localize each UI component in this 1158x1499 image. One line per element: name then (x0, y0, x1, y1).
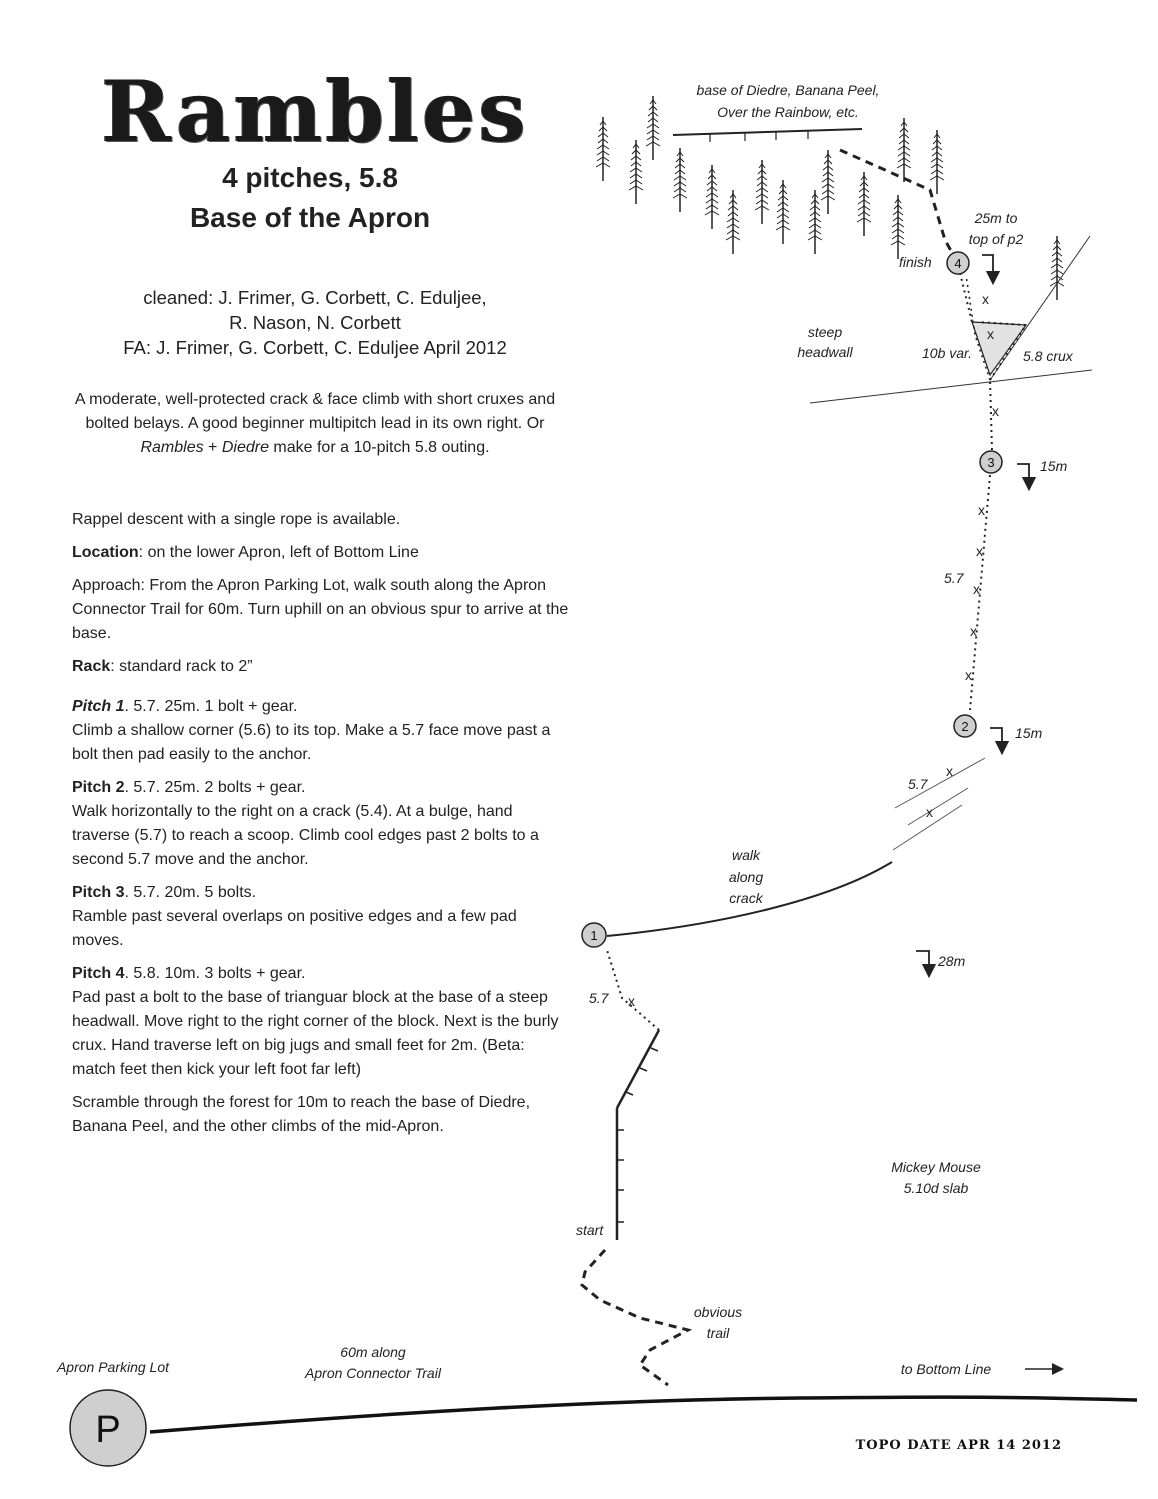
diedre-base-label: base of Diedre, Banana Peel, (696, 82, 880, 98)
rappel-arrow-4 (982, 255, 993, 278)
svg-text:x: x (978, 502, 985, 518)
svg-text:2: 2 (961, 719, 969, 734)
pitch-2-grade: 5.7 (908, 776, 928, 792)
svg-text:x: x (973, 581, 980, 597)
belay-station-1 (582, 923, 606, 947)
parking-icon (70, 1390, 146, 1466)
walk-label: walk (731, 847, 761, 863)
rappel-2-label: 15m (1015, 725, 1043, 741)
svg-text:x: x (987, 326, 994, 342)
topo-date: TOPO DATE APR 14 2012 (855, 1438, 1062, 1453)
finish-label: finish (899, 254, 932, 270)
svg-text:x: x (992, 403, 999, 419)
svg-text:3: 3 (987, 455, 995, 470)
pitch-3-grade: 5.7 (944, 570, 964, 586)
rappel-arrow-1 (916, 951, 929, 971)
obvious-trail-label: obvious (693, 1304, 743, 1320)
route-title: Rambles (101, 62, 529, 161)
pitch-1-face-line (607, 950, 659, 1030)
rappel-3-label: 15m (1040, 458, 1068, 474)
location-note: Location: on the lower Apron, left of Bottom Line (72, 544, 419, 561)
diedre-base-label-2: Over the Rainbow, etc. (717, 104, 859, 120)
bolts (628, 291, 999, 1009)
mickey-mouse-grade: 5.10d slab (903, 1180, 969, 1196)
crux-label: 5.8 crux (1023, 348, 1073, 364)
rappel-note: Rappel descent with a single rope is available. (72, 511, 401, 528)
rappel-arrow-2 (990, 728, 1002, 748)
scramble-note: Scramble through the forest for 10m to reach the base of Diedre, Banana Peel, and the other climbs of the mid-Apron. (72, 1094, 531, 1135)
route-location-heading: Base of the Apron (189, 202, 431, 233)
svg-text:x: x (970, 623, 977, 639)
belay-station-2 (954, 715, 976, 737)
steep-headwall-line (810, 370, 1092, 403)
rappel-arrow-3 (1017, 464, 1029, 484)
svg-text:P: P (95, 1409, 121, 1451)
headwall-label-2: headwall (797, 344, 853, 360)
credits-line-1: cleaned: J. Frimer, G. Corbett, C. Eduljee, (143, 287, 487, 308)
approach-trail (582, 1250, 688, 1385)
route-description: A moderate, well-protected crack & face climb with short cruxes and bolted belays. A good beginner multipitch lead in its own right. Or Rambles + Diedre make for a 10-pitch 5.8 outing. (74, 391, 556, 456)
pitch-1-grade: 5.7 (589, 990, 609, 1006)
start-label: start (576, 1222, 604, 1238)
rappel-1-label: 28m (938, 953, 966, 969)
mickey-mouse-label: Mickey Mouse (891, 1159, 981, 1175)
approach-note: Approach: From the Apron Parking Lot, walk south along the Apron Connector Trail for 60m. Turn uphill on an obvious spur to arrive at the base. (72, 577, 569, 642)
route-grade: 4 pitches, 5.8 (222, 162, 398, 193)
diedre-base-ledge (673, 129, 862, 135)
parking-lot-label: Apron Parking Lot (56, 1359, 170, 1375)
pitch-1: Pitch 1. 5.7. 25m. 1 bolt + gear. Climb a shallow corner (5.6) to its top. Make a 5.7 face move past a bolt then pad easily to the anchor. (72, 698, 551, 763)
pitch-4: Pitch 4. 5.8. 10m. 3 bolts + gear. Pad past a bolt to the base of trianguar block at the base of a steep headwall. Move right to the right corner of the block. Next is the burly crux. Hand traverse left on big jugs and small feet for 2m. (Beta: match feet then kick your left foot far left) (72, 965, 559, 1078)
walk-label-2: along (728, 869, 764, 885)
headwall-label: steep (807, 324, 843, 340)
connector-trail-label-2: Apron Connector Trail (305, 1365, 441, 1381)
svg-text:x: x (926, 804, 933, 820)
belay-station-3 (980, 451, 1002, 473)
rappel-4-label-2: top of p2 (968, 231, 1024, 247)
svg-text:x: x (965, 667, 972, 683)
credits-line-3: FA: J. Frimer, G. Corbett, C. Eduljee April 2012 (123, 337, 507, 358)
svg-text:x: x (628, 993, 635, 1009)
belay-station-4 (947, 252, 969, 274)
apron-connector-trail (150, 1397, 1137, 1432)
pitch-3: Pitch 3. 5.7. 20m. 5 bolts. Ramble past several overlaps on positive edges and a few pad moves. (72, 884, 517, 949)
svg-text:x: x (946, 763, 953, 779)
rack-note: Rack: standard rack to 2” (72, 658, 253, 675)
variation-label: 10b var. (922, 345, 973, 361)
rappel-4-label: 25m to (974, 210, 1018, 226)
svg-text:x: x (982, 291, 989, 307)
obvious-trail-label-2: trail (706, 1325, 730, 1341)
credits-line-2: R. Nason, N. Corbett (229, 312, 401, 333)
walk-label-3: crack (729, 890, 763, 906)
svg-text:4: 4 (954, 256, 962, 271)
pitch-2: Pitch 2. 5.7. 25m. 2 bolts + gear. Walk horizontally to the right on a crack (5.4). At a bulge, hand traverse (5.7) to reach a scoop. Climb cool edges past 2 bolts to a second 5.7 move and the anchor. (72, 779, 539, 868)
connector-trail-label: 60m along (340, 1344, 406, 1360)
svg-text:1: 1 (590, 928, 598, 943)
bottom-line-label: to Bottom Line (900, 1361, 992, 1377)
svg-text:x: x (976, 543, 983, 559)
